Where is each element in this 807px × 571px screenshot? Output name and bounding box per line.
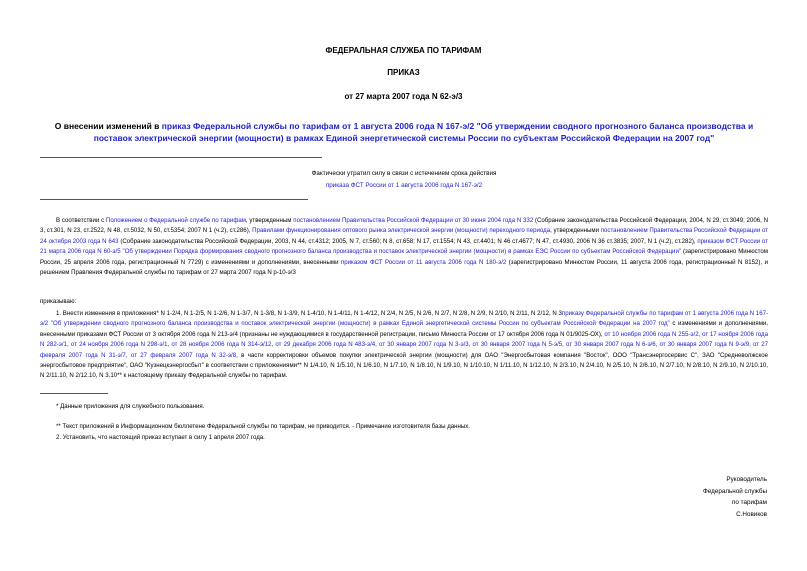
paragraph-item-2: 2. Установить, что настоящий приказ вступает в силу 1 апреля 2007 года. [56,434,265,441]
validity-notice: Фактически утратил силу в связи с истечением срока действия [311,170,497,177]
paragraph-basis [40,216,768,278]
basis-text-2: , утвержденным [245,217,294,224]
basis-link-order-180[interactable]: приказом ФСТ России от 11 августа 2006 года N 180-э/2 [340,258,507,266]
divider-bottom [40,199,308,200]
organization-heading: ФЕДЕРАЛЬНАЯ СЛУЖБА ПО ТАРИФАМ [325,46,482,55]
date-number-heading: от 27 марта 2007 года N 62-э/3 [344,92,463,101]
basis-text-3: (Собрание законодательства Российской Федерации, 2004, N 29, ст.3049; 2006, N 3, ст.301, N 23, ст.2522, N 48, ст.5032, N 50, ст.5354; 2007 N 1 (ч.2), ст.286), [40,217,769,235]
basis-text-7: (зарегистрировано Минюстом России, 11 августа 2006 года, регистрационный N 8152), и решением Правления Федеральной службы по тарифам от 27 марта 2007 года N р-10-э/3 [40,258,768,277]
basis-text-4: , утвержденными [550,227,601,235]
signature-organization-cont: по тарифам [731,499,767,506]
signature-name: С.Новиков [736,510,767,518]
basis-link-order-60[interactable]: приказом ФСТ России от 21 марта 2006 года N 60-э/5 "Об утверждении Порядка формирования сводного прогнозного баланса производства и поставок электрической энергии (мощности) в рамках ЕЭС России по субъектам Российской Федерации" [40,237,768,256]
validity-notice-link[interactable]: приказа ФСТ России от 1 августа 2006 года N 167-э/2 [325,182,483,189]
basis-link-resolution-332[interactable]: постановлением Правительства Российской Федерации от 30 июня 2004 года N 332 [293,217,534,224]
basis-link-resolution-643[interactable]: постановлением Правительства Российской Федерации от 24 октября 2003 года N 643 [40,227,768,245]
basis-link-market-rules[interactable]: Правилами функционирования оптового рынка электрической энергии (мощности) переходного периода [252,227,551,235]
item1-text-1: 1. Внести изменения в приложения* N 1-2/4, N 1-2/5, N 1-2/6, N 1-3/7, N 1-3/8, N 1-3/9, N 1-4/10, N 1-4/11, N 1-4/12, N 2/4, N 2/5, N 2/6, N 2/7, N 2/8, N 2/9, N 2/10, N 2/11, N 2/12, N 3 [56,310,562,317]
item1-text-2: с изменениями и дополнениями, внесенными приказами ФСТ России от 3 октября 2006 года N 213-э/4 (признаны не нуждающимися в государственной регистрации, письмо Минюста России от 17 октября 2006 года N 01/9025-ОХ), [40,320,768,338]
item1-link-order-167[interactable]: приказу Федеральной службы по тарифам от 1 августа 2006 года N 167-э/2 "Об утверждении сводного прогнозного баланса производства и поставок электрической энергии (мощности) в рамках Единой энергетической системы России по субъектам Российской Федерации на 2007 год" [40,310,769,328]
signature-position: Руководитель [726,476,767,483]
document-title [40,120,768,144]
basis-link-regulation[interactable]: Положением о Федеральной службе по тарифам [105,217,246,224]
item1-link-amending-orders[interactable]: от 10 ноября 2006 года N 255-э/2, от 17 ноября 2006 года N 282-э/1, от 24 ноября 2006 года N 298-э/1, от 28 ноября 2006 года N 314-э/12, от 29 декабря 2006 года N 483-э/4, от 30 января 2007 года N 3-э/3, от 30 января 2007 года N 5-э/5, от 30 января 2007 года N 6-э/6, от 30 января 2007 года N 9-э/9, от 27 февраля 2007 года N 31-э/7, от 27 февраля 2007 года N 32-э/8 [40,330,768,359]
validity-notice-link-line [40,182,768,189]
divider-top [40,157,322,158]
order-word: приказываю: [40,298,77,305]
basis-text-6: (зарегистрировано Минюстом России, 25 апреля 2006 года, регистрационный N 7729) с изменениями и дополнениями, внесенными [40,248,768,266]
signature-organization: Федеральной службы [703,487,767,495]
document-type-heading: ПРИКАЗ [387,68,420,77]
footnote-2: ** Текст приложений в Информационном бюллетене Федеральной службы по тарифам, не приводится. - Примечание изготовителя базы данных. [56,423,470,430]
title-link[interactable]: приказ Федеральной службы по тарифам от 1 августа 2006 года N 167-э/2 "Об утверждении сводного прогнозного баланса производства и поставок электрической энергии (мощности) в рамках Единой энергетической системы России по субъектам Российской Федерации на 2007 год" [93,121,754,143]
footnote-1: * Данные приложения для служебного пользования. [56,403,205,410]
item1-text-3: , в части корректировки объемов покупки электрической энергии (мощности) для ОАО "Энергосбытовая компания "Восток", ООО "Трансэнергосервис С", ЗАО "Средневолжское энергосбытовое предприятие", ОАО "Кузнецкэнергосбыт" в соответствии с приложениями** N 1/4.10, N 1/5.10, N 1/6.10, N 1/7.10, N 1/8.10, N 1/9.10, N 1/10.10, N 1/11.10, N 1/12.10, N 2/3.10, N 2/4.10, N 2/5.10, N 2/6.10, N 2/7.10, N 2/8.10, N 2/9.10, N 2/10.10, N 2/11.10, N 2/12.10, N 3.10** к настоящему приказу Федеральной службы по тарифам. [40,351,768,380]
title-prefix: О внесении изменений в [54,121,162,131]
paragraph-item-1 [40,309,768,382]
basis-text-5: (Собрание законодательства Российской Федерации, 2003, N 44, ст.4312; 2005, N 7, ст.560; N 8, ст.658; N 17, ст.1554; N 43, ст.4401; N 46 ст.4677; N 47, ст.4930, 2006 N 36 ст.3835; 2007, N 1 (ч.2), ст.282), [118,237,698,245]
basis-text-1: В соответствии с [56,217,106,224]
signature-block [567,474,767,520]
footnote-divider [40,393,108,394]
